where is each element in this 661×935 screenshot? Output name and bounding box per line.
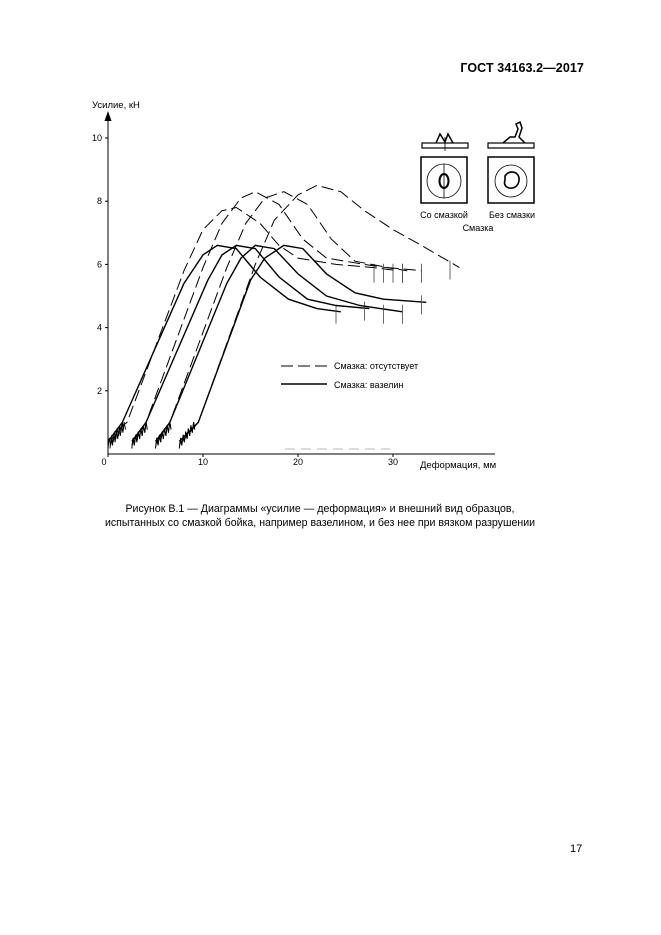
figure-caption-line-1: Рисунок В.1 — Диаграммы «усилие — деформация» и внешний вид образцов, (125, 503, 515, 515)
specimen-inset (420, 122, 535, 233)
x-tick-label-0: 0 (101, 457, 107, 467)
legend-label-vaseline: Смазка: вазелин (334, 380, 404, 390)
series-line-6 (156, 245, 403, 441)
series-layer (108, 185, 460, 444)
inset-label-dry: Без смазки (488, 210, 536, 220)
series-line-5 (132, 245, 369, 441)
series-line-2 (156, 192, 422, 445)
document-header: ГОСТ 34163.2—2017 (460, 61, 584, 75)
y-ticks (92, 133, 108, 396)
initial-oscillations (108, 422, 195, 448)
series-line-7 (179, 245, 426, 441)
specimen-top-dry (488, 157, 534, 203)
y-tick-label-4: 10 (91, 133, 102, 143)
y-tick-label-3: 8 (96, 196, 102, 207)
oscillation-6 (156, 422, 172, 448)
y-tick-label-0: 2 (96, 385, 102, 396)
legend-label-dry: Смазка: отсутствует (334, 361, 419, 371)
x-axis-label: Деформация, мм (420, 460, 497, 471)
series-line-0 (110, 208, 398, 445)
x-tick-label-1: 10 (197, 457, 209, 467)
page-number: 17 (570, 843, 583, 855)
oscillation-7 (179, 422, 195, 448)
figure-caption-line-2: испытанных со смазкой бойка, например вазелином, и без нее при вязком разрушении (104, 517, 536, 529)
x-tick-label-2: 20 (292, 457, 304, 467)
y-axis-arrow (105, 111, 112, 121)
specimen-top-lubricated (421, 157, 467, 203)
x-ticks (101, 454, 398, 467)
specimen-side-lubricated (422, 134, 468, 151)
series-line-1 (132, 192, 408, 445)
series-line-4 (108, 245, 341, 441)
y-tick-label-1: 4 (96, 322, 102, 333)
x-tick-label-3: 30 (387, 457, 399, 467)
oscillation-5 (132, 422, 148, 448)
specimen-side-dry (488, 122, 534, 148)
inset-label-lubricated: Со смазкой (420, 210, 468, 220)
legend (281, 361, 418, 390)
inset-group-label: Смазка (462, 223, 494, 233)
y-axis-label: Усилие, кН (92, 100, 140, 111)
y-tick-label-2: 6 (96, 259, 102, 270)
